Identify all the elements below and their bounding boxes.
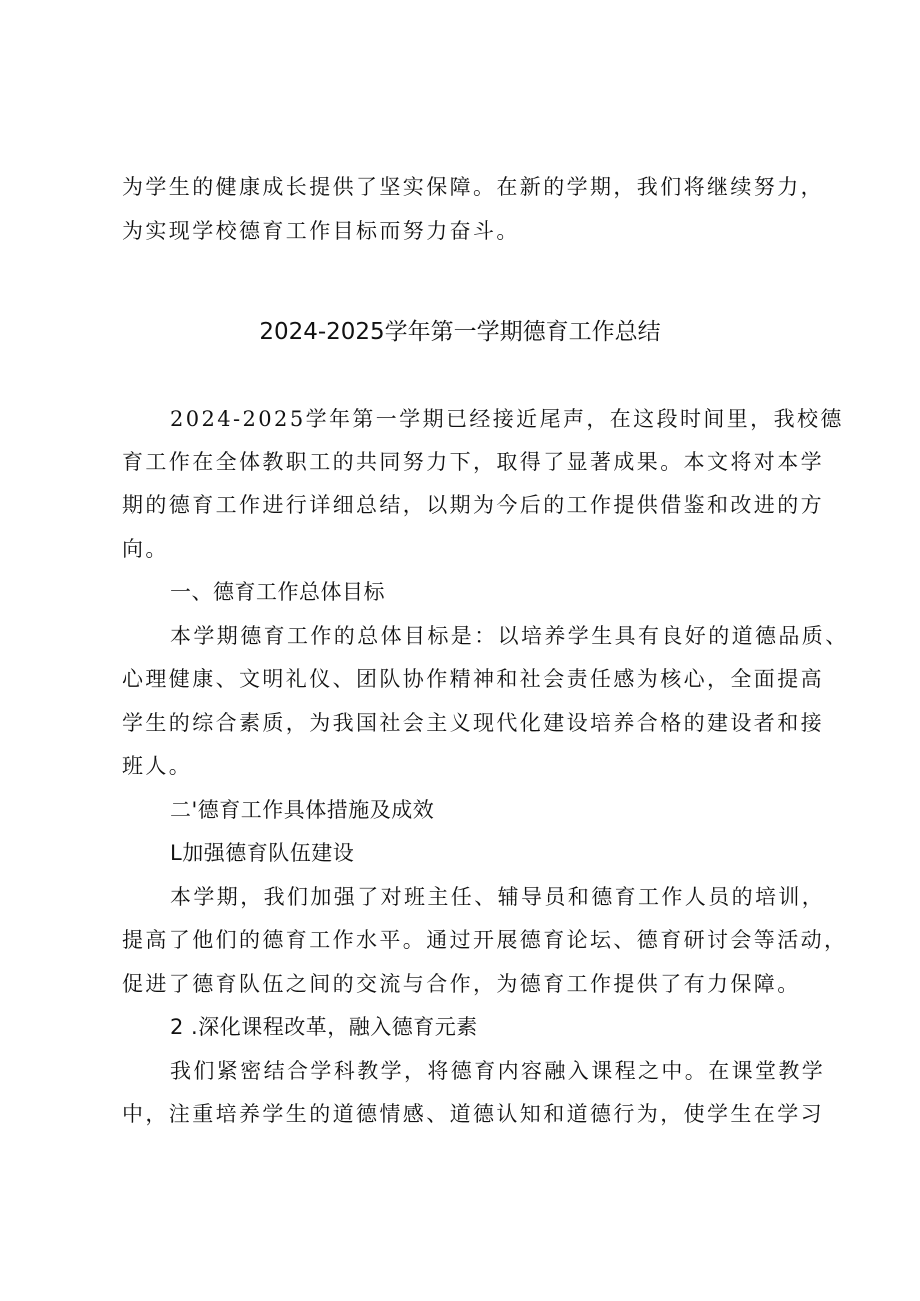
- section1-line: 本学期德育工作的总体目标是：以培养学生具有良好的道德品质、: [170, 624, 849, 648]
- section2-heading: 二'德育工作具体措施及成效: [170, 798, 435, 822]
- intro-line: 2024-2025学年第一学期已经接近尾声，在这段时间里，我校德: [170, 407, 844, 431]
- section1-line: 班人。: [122, 754, 193, 778]
- section2-sub2-heading: 2 .深化课程改革，融入德育元素: [170, 1015, 478, 1039]
- intro-line: 育工作在全体教职工的共同努力下，取得了显著成果。本文将对本学: [122, 450, 824, 474]
- section2-sub1-line: 本学期，我们加强了对班主任、辅导员和德育工作人员的培训，: [170, 885, 826, 909]
- section1-line: 学生的综合素质，为我国社会主义现代化建设培养合格的建设者和接: [122, 711, 824, 735]
- section2-sub1-line: 提高了他们的德育工作水平。通过开展德育论坛、德育研讨会等活动，: [122, 928, 848, 952]
- intro-line: 向。: [122, 537, 169, 561]
- section2-sub1-heading: L加强德育队伍建设: [170, 841, 355, 865]
- section1-heading: 一、德育工作总体目标: [170, 580, 385, 604]
- section1-line: 心理健康、文明礼仪、团队协作精神和社会责任感为核心，全面提高: [122, 667, 824, 691]
- prev-paragraph-line: 为实现学校德育工作目标而努力奋斗。: [122, 219, 520, 243]
- section2-sub2-line: 中，注重培养学生的道德情感、道德认知和道德行为，使学生在学习: [122, 1102, 824, 1126]
- section2-sub2-line: 我们紧密结合学科教学，将德育内容融入课程之中。在课堂教学: [170, 1059, 826, 1083]
- intro-line: 期的德育工作进行详细总结，以期为今后的工作提供借鉴和改进的方: [122, 493, 824, 517]
- prev-paragraph-line: 为学生的健康成长提供了坚实保障。在新的学期，我们将继续努力，: [122, 175, 824, 199]
- document-title: 2024-2025学年第一学期德育工作总结: [259, 319, 661, 345]
- section2-sub1-line: 促进了德育队伍之间的交流与合作，为德育工作提供了有力保障。: [122, 972, 801, 996]
